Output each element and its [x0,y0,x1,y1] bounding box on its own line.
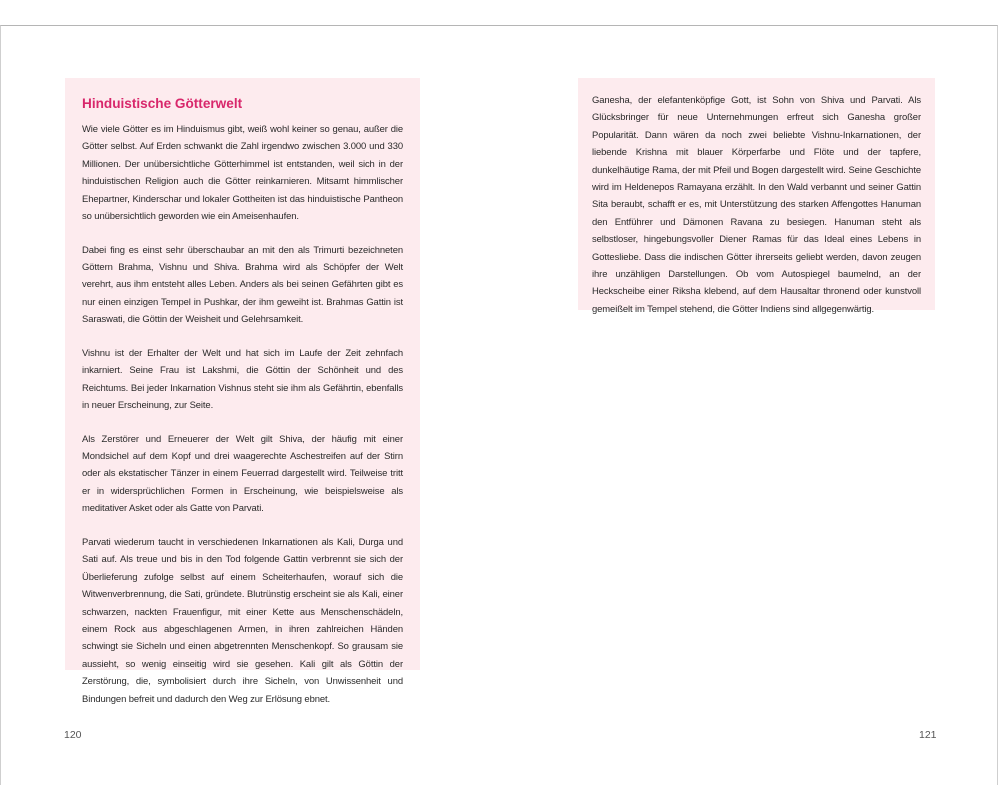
paragraph-shiva: Als Zerstörer und Erneuerer der Welt gilt Shiva, der häufig mit einer Mondsichel auf dem Kopf und drei waagerechte Aschestreifen auf der Stirn oder als ekstatischer Tänzer in einem Feuerrad dargestellt wird. Teilweise tritt er in widersprüchlichen Formen in Erscheinung, wie beispielsweise als meditativer Asket oder als Gatte von Parvati. [82,433,403,515]
paragraph-vishnu: Vishnu ist der Erhalter der Welt und hat sich im Laufe der Zeit zehnfach inkarniert. Seine Frau ist Lakshmi, die Göttin der Schönheit und des Reichtums. Bei jeder Inkarnation Vishnus steht sie ihm als Gefährtin, ebenfalls in neuer Erscheinung, zur Seite. [82,347,403,412]
paragraph-parvati: Parvati wiederum taucht in verschiedenen Inkarnationen als Kali, Durga und Sati auf. Als treue und bis in den Tod folgende Gattin verbrennt sie sich der Überlieferung zufolge selbst auf einem Scheiterhaufen, worauf sich die Witwenverbrennung, die Sati, gründete. Blutrünstig erscheint sie als Kali, einer schwarzen, nackten Frauenfigur, mit einer Kette aus Menschenschädeln, einem Rock aus abgeschlagenen Armen, in ihren zahlreichen Händen schwingt sie Sicheln und einen abgetrennten Menschenkopf. So grausam sie aussieht, so wenig einseitig wird sie gesehen. Kali gilt als Göttin der Zerstörung, die, symbolisiert durch ihre Sicheln, von Unwissenheit und Bindungen befreit und dadurch den Weg zur Erlösung ebnet. [82,536,403,705]
info-box-right [578,78,935,315]
page-number-right: 121 [919,729,937,741]
paragraph-brahma: Dabei fing es einst sehr überschaubar an mit den als Trimurti bezeichneten Göttern Brahma, Vishnu und Shiva. Brahma wird als Schöpfer der Welt verehrt, aus ihm entsteht alles Leben. Anders als bei seinen Gefährten gibt es nur einen einzigen Tempel in Pushkar, der ihm geweiht ist. Brahmas Gattin ist Saraswati, die Göttin der Weisheit und Gelehrsamkeit. [82,244,403,326]
paragraph-intro: Wie viele Götter es im Hinduismus gibt, weiß wohl keiner so genau, außer die Götter selbst. Auf Erden schwankt die Zahl irgendwo zwischen 3.000 und 330 Millionen. Der unübersichtliche Götterhimmel ist entstanden, weil sich in der hinduistischen Religion auch die Götter reinkarnieren. Mitsamt himmlischer Ehepartner, Kinderschar und lokaler Gottheiten ist das hinduistische Pantheon so unübersichtlich geworden wie ein Ameisenhaufen. [82,124,403,223]
page-number-left: 120 [64,729,82,741]
info-box-left [65,78,420,705]
paragraph-ganesha: Ganesha, der elefantenköpfige Gott, ist Sohn von Shiva und Parvati. Als Glücksbringer für neue Unternehmungen erfreut sich Ganesha großer Popularität. Dann wären da noch zwei beliebte Vishnu-Inkarnationen, der liebende Krishna mit blauer Körperfarbe und Flöte und der tapfere, dunkelhäutige Rama, der mit Pfeil und Bogen dargestellt wird. Seine Geschichte wird im Heldenepos Ramayana erzählt. In den Wald verbannt und seiner Gattin Sita beraubt, schafft er es, mit Unterstützung des starken Affengottes Hanuman den Entführer und Dämonen Ravana zu besiegen. Hanuman steht als selbstloser, hingebungsvoller Diener Ramas für das Ideal eines Lebens in Gottesliebe. Dass die indischen Götter ihrerseits geliebt werden, davon zeugen ihre unzähligen Darstellungen. Ob vom Autospiegel baumelnd, an der Heckscheibe einer Riksha klebend, auf dem Hausaltar thronend oder kunstvoll gemeißelt im Tempel stehend, die Götter Indiens sind allgegenwärtig. [592,95,921,315]
section-heading: Hinduistische Götterwelt [82,96,243,111]
